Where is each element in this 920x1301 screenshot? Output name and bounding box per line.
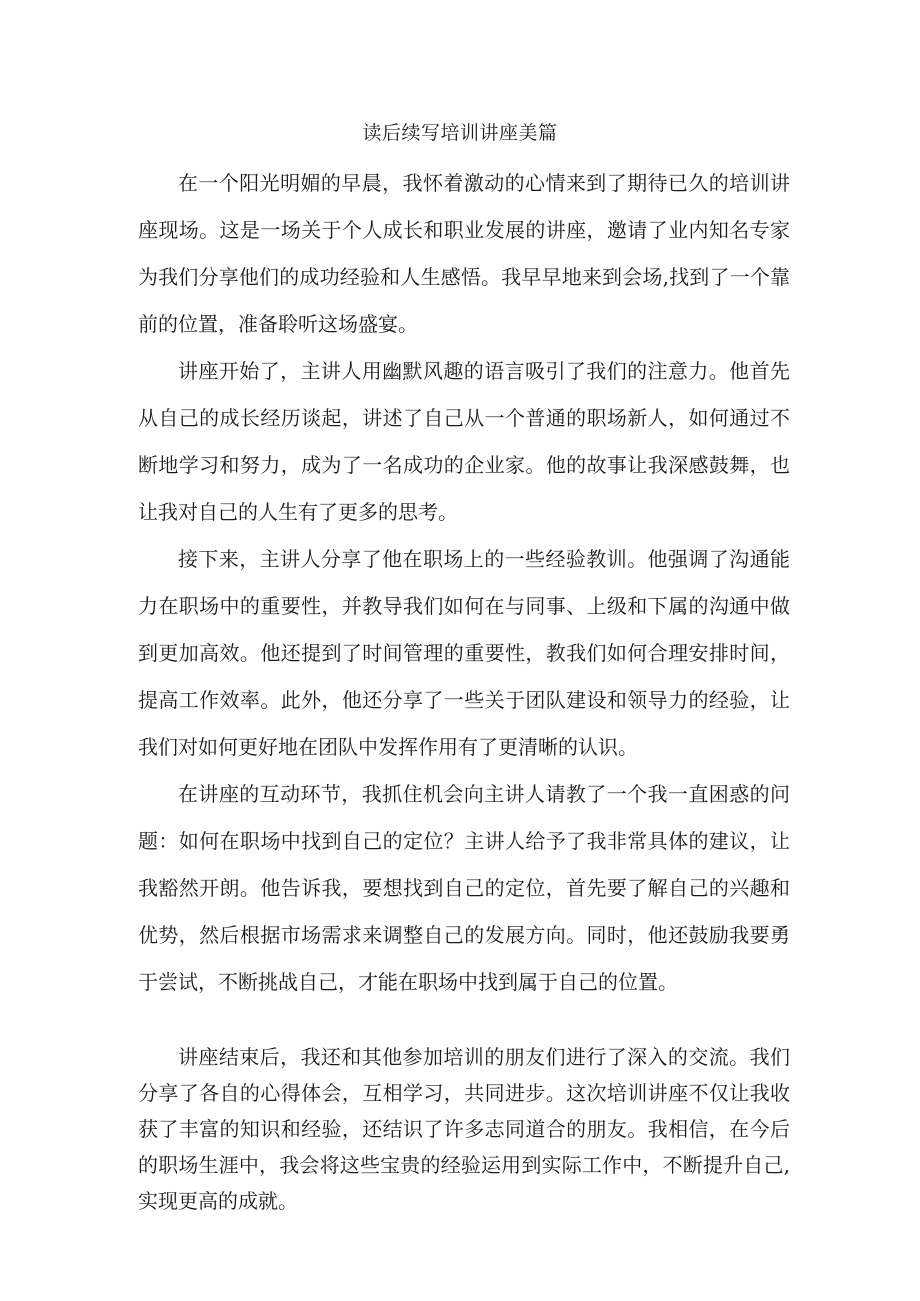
paragraph-3: 接下来，主讲人分享了他在职场上的一些经验教训。他强调了沟通能力在职场中的重要性，并教导我们如何在与同事、上级和下属的沟通中做到更加高效。他还提到了时间管理的重要性，教我们如何合理安排时间，提高工作效率。此外，他还分享了一些关于团队建设和领导力的经验，让我们对如何更好地在团队中发挥作用有了更清晰的认识。 (138, 547, 790, 759)
paragraph-1: 在一个阳光明媚的早晨，我怀着激动的心情来到了期待已久的培训讲座现场。这是一场关于个人成长和职业发展的讲座，邀请了业内知名专家为我们分享他们的成功经验和人生感悟。我早早地来到会场,找到了一个靠前的位置，准备聆听这场盛宴。 (138, 171, 790, 336)
paragraph-4: 在讲座的互动环节，我抓住机会向主讲人请教了一个我一直困惑的问题：如何在职场中找到自己的定位？主讲人给予了我非常具体的建议，让我豁然开朗。他告诉我，要想找到自己的定位，首先要了解自己的兴趣和优势，然后根据市场需求来调整自己的发展方向。同时，他还鼓励我要勇于尝试，不断挑战自己，才能在职场中找到属于自己的位置。 (138, 782, 790, 994)
document-title: 读后续写培训讲座美篇 (362, 122, 558, 144)
paragraph-2: 讲座开始了，主讲人用幽默风趣的语言吸引了我们的注意力。他首先从自己的成长经历谈起，讲述了自己从一个普通的职场新人，如何通过不断地学习和努力，成为了一名成功的企业家。他的故事让我深感鼓舞，也让我对自己的人生有了更多的思考。 (138, 359, 790, 524)
paragraph-5: 讲座结束后，我还和其他参加培训的朋友们进行了深入的交流。我们分享了各自的心得体会，互相学习，共同进步。这次培训讲座不仅让我收获了丰富的知识和经验，还结识了许多志同道合的朋友。我相信，在今后的职场生涯中，我会将这些宝贵的经验运用到实际工作中，不断提升自己,实现更高的成就。 (138, 1045, 790, 1213)
